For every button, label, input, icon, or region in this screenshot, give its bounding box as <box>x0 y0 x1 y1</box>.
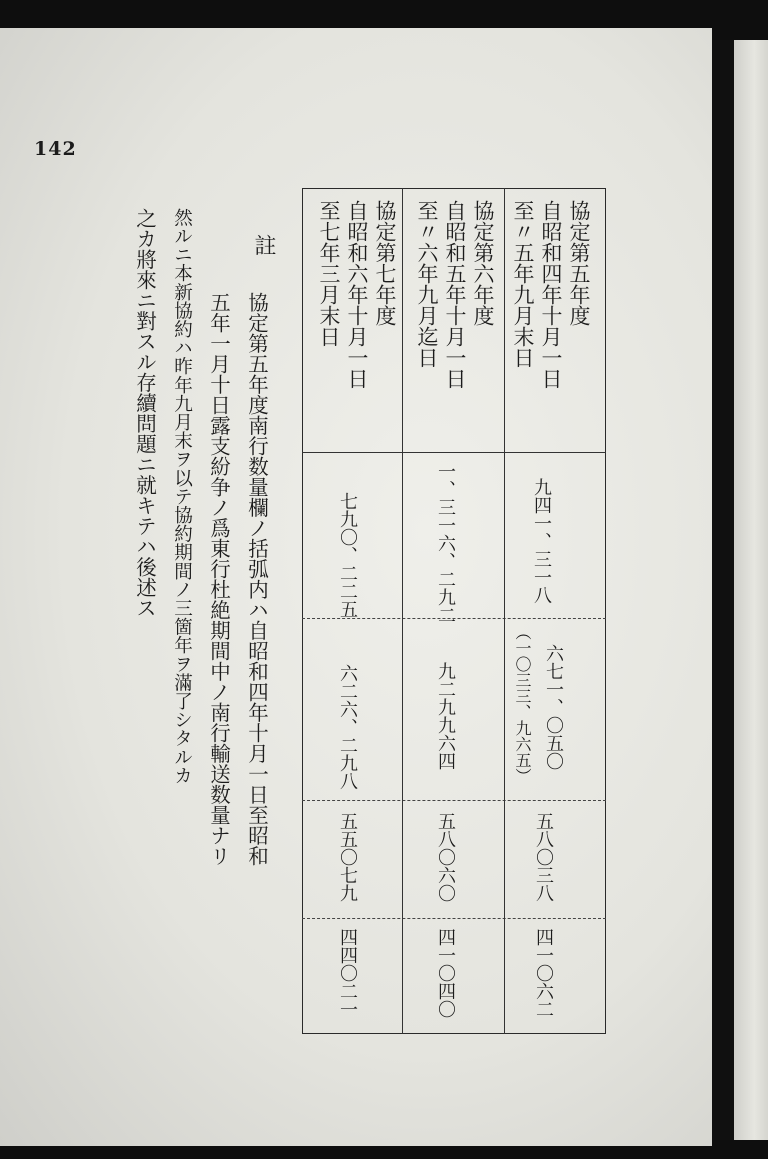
table-header-cell: 自昭和四年十月一日 <box>539 200 563 389</box>
table-cell: 五八〇三八 <box>533 812 554 902</box>
page-number: 142 <box>34 138 77 160</box>
next-page-edge <box>734 40 768 1140</box>
table-cell: 七九〇、二二五 <box>337 492 358 618</box>
note-line: 五年一月十日露支紛争ノ爲東行杜絶期間中ノ南行輸送数量ナリ <box>206 292 231 866</box>
table-cell: 四四〇二一 <box>337 928 358 1018</box>
table-cell: 四一〇四〇 <box>435 928 456 1018</box>
table-header-cell: 自昭和五年十月一日 <box>443 200 467 389</box>
table-cell: 五八〇六〇 <box>435 812 456 902</box>
table-header-cell: 至〃五年九月末日 <box>511 200 535 368</box>
table-header-divider <box>302 452 606 453</box>
table-cell: 九二九九六四 <box>435 662 456 770</box>
table-divider <box>302 918 606 919</box>
note-line: 之カ將來ニ對スル存續問題ニ就キテハ後述ス <box>132 208 157 618</box>
table-row-divider <box>402 188 403 1034</box>
table-cell: 六七一、〇五〇 <box>543 644 564 770</box>
table-header-cell: 至〃六年九月迄日 <box>415 200 439 368</box>
table-header-cell: 協定第五年度 <box>567 200 591 326</box>
table-cell: 九四一、三一八 <box>531 478 552 604</box>
table-cell: （一〇三三、九六五） <box>513 624 532 784</box>
page-binding-edge <box>712 40 734 1140</box>
table-row-divider <box>504 188 505 1034</box>
table-cell: 一、三一六、二九二 <box>435 462 456 624</box>
table-cell: 四一〇六二 <box>533 928 554 1018</box>
table-header-cell: 協定第七年度 <box>373 200 397 326</box>
table-header-cell: 自昭和六年十月一日 <box>345 200 369 389</box>
note-line: 然ルニ本新協約ハ昨年九月末ヲ以テ協約期間ノ三箇年ヲ滿了シタルカ <box>171 208 193 785</box>
note-label: 註 <box>251 234 276 256</box>
table-cell: 六二六、二九八 <box>337 664 358 790</box>
table-divider <box>302 800 606 801</box>
table-header-cell: 協定第六年度 <box>471 200 495 326</box>
table-cell: 五五〇七九 <box>337 812 358 902</box>
table-header-cell: 至七年三月末日 <box>317 200 341 347</box>
note-line: 協定第五年度南行数量欄ノ括弧内ハ自昭和四年十月一日至昭和 <box>244 292 269 866</box>
